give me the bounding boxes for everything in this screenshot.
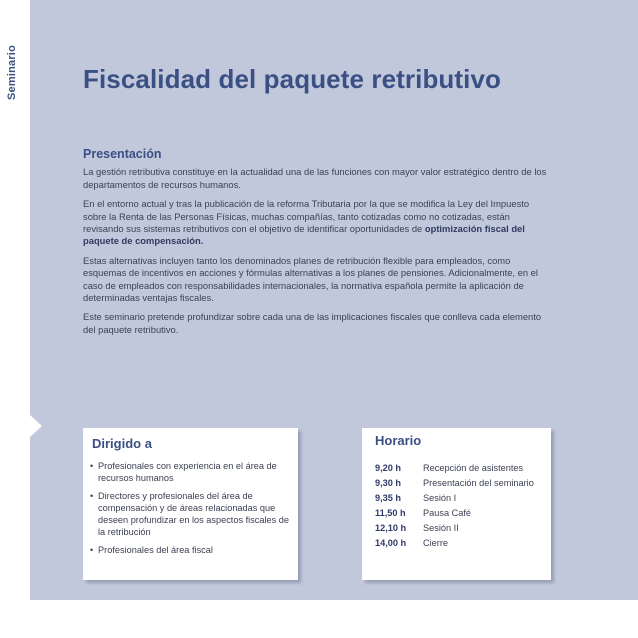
side-label: Seminario (6, 45, 18, 100)
schedule-time: 9,35 h (375, 493, 402, 503)
schedule-description: Cierre (423, 538, 449, 548)
table-row (375, 491, 547, 506)
page-title: Fiscalidad del paquete retributivo (83, 64, 502, 94)
list-item (90, 490, 290, 538)
table-row (375, 536, 547, 551)
table-row (375, 506, 547, 521)
schedule-description: Presentación del seminario (423, 478, 534, 488)
list-item (90, 460, 290, 484)
table-row (375, 476, 547, 491)
schedule-time: 11,50 h (375, 508, 406, 518)
bullet-icon: • (90, 491, 94, 501)
list-item (90, 544, 290, 556)
presentacion-heading: Presentación (83, 147, 162, 161)
schedule-description: Sesión II (423, 523, 459, 533)
schedule-description: Recepción de asistentes (423, 463, 524, 473)
dirigido-heading: Dirigido a (92, 436, 152, 451)
list-item-text: Profesionales del área fiscal (98, 545, 213, 555)
table-row (375, 461, 547, 476)
presentacion-paragraph-2-bold: optimización fiscal del paquete de compensación. (83, 223, 525, 247)
presentacion-paragraph-4: Este seminario pretende profundizar sobre cada una de las implicaciones fiscales que conlleva cada elemento del paquete retributivo. (83, 311, 542, 335)
presentacion-paragraph-3: Estas alternativas incluyen tanto los denominados planes de retribución flexible para empleados, como esquemas de incentivos en acciones y fórmulas alternativas a los planes de pensiones. Adicionalmente, en el caso de empleados con responsabilidades internacionales, la normativa española permite la aplicación de determinadas ventajas fiscales. (83, 254, 538, 304)
schedule-description: Sesión I (423, 493, 457, 503)
schedule-description: Pausa Café (423, 508, 472, 518)
horario-card (362, 428, 551, 580)
presentacion-paragraph-2-text: En el entorno actual y tras la publicación de la reforma Tributaria por la que se modifica la Ley del Impuesto sobre la Renta de las Personas Físicas, muchas compañías, tanto cotizadas como no cotizadas, están revisando sus sistemas retributivos con el objetivo de identificar oportunidades de (83, 198, 530, 235)
band-notch (30, 415, 42, 437)
schedule-time: 14,00 h (375, 538, 407, 548)
schedule-time: 9,30 h (375, 478, 402, 488)
table-row (375, 521, 547, 536)
presentacion-paragraph-2 (83, 198, 551, 248)
schedule-table (375, 461, 547, 551)
list-item-text: Profesionales con experiencia en el área de recursos humanos (98, 461, 277, 483)
dirigido-list (90, 460, 290, 562)
presentacion-paragraph-1: La gestión retributiva constituye en la actualidad una de las funciones con mayor valor estratégico dentro de los departamentos de recursos humanos. (83, 166, 547, 190)
bullet-icon: • (90, 545, 94, 555)
bullet-icon: • (90, 461, 94, 471)
presentacion-section (83, 148, 551, 343)
dirigido-card (83, 428, 298, 580)
schedule-time: 12,10 h (375, 523, 407, 533)
list-item-text: Directores y profesionales del área de compensación y de áreas relacionadas que deseen profundizar en los aspectos fiscales de la retribución (98, 491, 290, 537)
horario-heading: Horario (375, 433, 422, 448)
schedule-time: 9,20 h (375, 463, 402, 473)
